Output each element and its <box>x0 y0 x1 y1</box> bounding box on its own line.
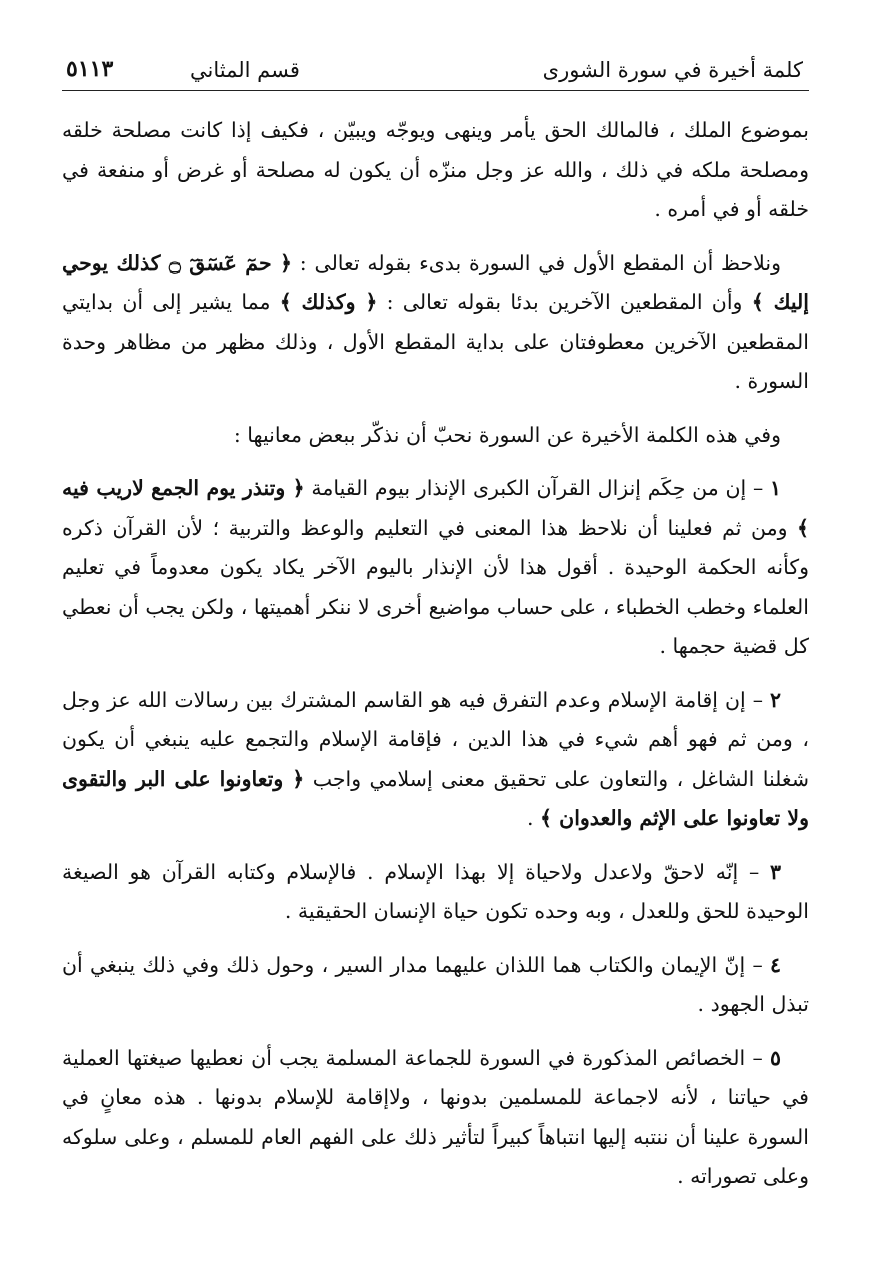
paragraph-text: – إنّه لاحقّ ولاعدل ولاحياة إلا بهذا الإسلام . فالإسلام وكتابه القرآن هو الصيغة الوحيدة للحق وللعدل ، وبه وحده تكون حياة الإنسان الحقيقية . <box>62 859 809 923</box>
item-number: ٣ <box>769 859 781 884</box>
paragraph-text: ونلاحظ أن المقطع الأول في السورة بدىء بقوله تعالى : <box>292 250 782 275</box>
quran-quote: ﴿ حمٓ عٓسٓقٓ ۝ كذلك يوحي إليك ﴾ <box>62 250 809 314</box>
book-page <box>62 48 809 1211</box>
list-item-3 <box>62 853 809 932</box>
paragraph-text: بموضوع الملك ، فالمالك الحق يأمر وينهى ويوجّه ويبيّن ، فكيف إذا كانت مصلحة خلقه ومصلحة ملكه في ذلك ، والله عز وجل منزّه أن يكون له مصلحة أو غرض أو منفعة في خلقه أو في أمره . <box>62 118 809 221</box>
page-header <box>62 48 809 91</box>
paragraph-continuation <box>62 111 809 230</box>
paragraph-text: وفي هذه الكلمة الأخيرة عن السورة نحبّ أن نذكّر ببعض معانيها : <box>233 422 781 447</box>
list-item-1 <box>62 469 809 667</box>
page-number: ٥١١٣ <box>66 56 114 82</box>
section-label: قسم المثاني <box>190 58 300 82</box>
running-title: كلمة أخيرة في سورة الشورى <box>542 58 803 82</box>
list-item-2 <box>62 681 809 839</box>
quran-quote: ﴿ وتعاونوا على البر والتقوى ولا تعاونوا على الإثم والعدوان ﴾ <box>62 766 809 830</box>
paragraph-text: ومن ثم فعلينا أن نلاحظ هذا المعنى في التعليم والوعظ والتربية ؛ لأن القرآن ذكره وكأنه الحكمة الوحيدة . أقول هذا لأن الإنذار باليوم الآخر يكاد يكون معدوماً في تعليم العلماء وخطب الخطباء ، على حساب مواضيع أخرى لا ننكر أهميتها ، ولكن يجب أن نعطي كل قضية حجمها . <box>62 515 809 658</box>
paragraph-text: . <box>526 806 540 830</box>
paragraph-text: – إن من حِكَم إنزال القرآن الكبرى الإنذار بيوم القيامة <box>304 476 770 500</box>
paragraph-text: مما يشير إلى أن بدايتي المقطعين الآخرين معطوفتان على بداية المقطع الأول ، وذلك مظهر من مظاهر وحدة السورة . <box>62 290 809 393</box>
paragraph-text: وأن المقطعين الآخرين بدئا بقوله تعالى : <box>377 290 752 314</box>
item-number: ١ <box>769 476 781 500</box>
list-item-4 <box>62 946 809 1025</box>
page-body <box>62 111 809 1197</box>
list-item-5 <box>62 1039 809 1197</box>
paragraph-intro <box>62 416 809 456</box>
quran-quote: ﴿ وكذلك ﴾ <box>279 290 378 314</box>
item-number: ٢ <box>769 687 781 712</box>
paragraph-text: – إن إقامة الإسلام وعدم التفرق فيه هو القاسم المشترك بين رسالات الله عز وجل ، ومن ثم فهو أهم شيء في هذا الدين ، فإقامة الإسلام والتجمع عليه ينبغي أن يكون شغلنا الشاغل ، والتعاون على تحقيق معنى إسلامي واجب <box>62 687 810 791</box>
paragraph-text: – إنّ الإيمان والكتاب هما اللذان عليهما مدار السير ، وحول ذلك وفي ذلك ينبغي أن تبذل الجهود . <box>62 952 809 1016</box>
paragraph-section-openings <box>62 244 809 402</box>
quran-quote: ﴿ وتنذر يوم الجمع لاريب فيه ﴾ <box>62 476 809 540</box>
item-number: ٥ <box>769 1045 781 1070</box>
paragraph-text: – الخصائص المذكورة في السورة للجماعة المسلمة يجب أن نعطيها صيغتها العملية في حياتنا ، لأنه لاجماعة للمسلمين بدونها ، ولاإقامة للإسلام بدونها . هذه معانٍ في السورة علينا أن ننتبه إليها انتباهاً كبيراً لتأثير ذلك على الفهم العام للمسلم ، وعلى سلوكه وعلى تصوراته . <box>62 1045 809 1188</box>
item-number: ٤ <box>769 952 781 977</box>
